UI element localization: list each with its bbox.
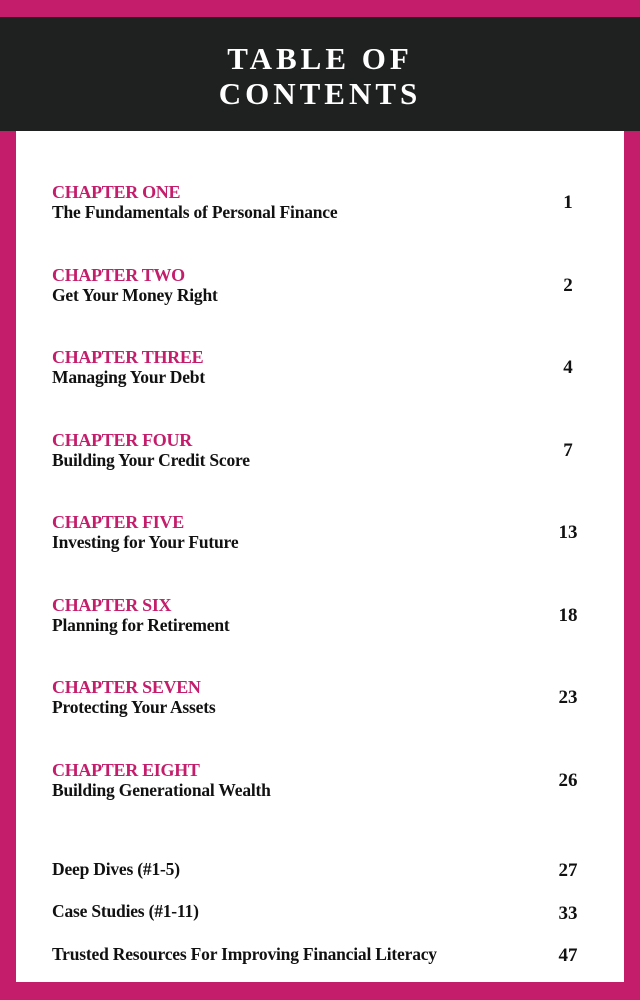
chapter-text — [52, 265, 218, 306]
toc-chapter-entry[interactable] — [52, 347, 588, 430]
toc-list — [52, 182, 588, 976]
toc-chapter-entry[interactable] — [52, 677, 588, 760]
page-number: 26 — [558, 769, 578, 791]
toc-chapter-entry[interactable] — [52, 265, 588, 348]
toc-extra-entry[interactable] — [52, 891, 588, 934]
chapter-label: CHAPTER TWO — [52, 264, 185, 285]
chapter-title[interactable]: Building Your Credit Score — [52, 449, 250, 470]
chapter-title[interactable]: Building Generational Wealth — [52, 779, 271, 800]
entry-title[interactable]: Trusted Resources For Improving Financial Literacy — [52, 943, 437, 964]
contents-panel — [16, 131, 624, 982]
chapter-title[interactable]: The Fundamentals of Personal Finance — [52, 202, 338, 222]
chapter-label: CHAPTER EIGHT — [52, 759, 200, 780]
header-banner — [0, 17, 640, 131]
chapter-text — [52, 512, 238, 553]
chapter-title[interactable]: Planning for Retirement — [52, 614, 230, 635]
page-number: 33 — [558, 902, 578, 924]
chapter-text — [52, 430, 250, 471]
page-number: 4 — [563, 357, 573, 378]
chapter-title[interactable]: Protecting Your Assets — [52, 697, 216, 717]
chapter-label: CHAPTER SEVEN — [52, 677, 201, 697]
page-title — [0, 17, 640, 111]
chapter-text — [52, 347, 205, 388]
chapter-title[interactable]: Investing for Your Future — [52, 532, 239, 552]
title-line-1: TABLE OF — [227, 41, 413, 76]
chapter-text — [52, 760, 271, 801]
page-number: 18 — [558, 604, 578, 626]
chapter-label: CHAPTER FIVE — [52, 512, 184, 532]
entry-title[interactable]: Deep Dives (#1-5) — [52, 858, 180, 879]
chapter-title[interactable]: Get Your Money Right — [52, 284, 218, 305]
chapter-label: CHAPTER SIX — [52, 594, 172, 615]
toc-extra-entry[interactable] — [52, 933, 588, 976]
chapter-text — [52, 182, 337, 223]
chapter-text — [52, 677, 215, 718]
toc-chapter-entry[interactable] — [52, 182, 588, 265]
page-number: 27 — [558, 860, 578, 882]
chapter-text — [52, 595, 230, 636]
toc-extra-entry[interactable] — [52, 848, 588, 891]
chapter-label: CHAPTER ONE — [52, 182, 181, 202]
toc-chapter-entry[interactable] — [52, 512, 588, 595]
toc-chapter-entry[interactable] — [52, 760, 588, 843]
page-number: 23 — [558, 687, 578, 708]
chapter-label: CHAPTER THREE — [52, 347, 204, 367]
toc-chapter-entry[interactable] — [52, 595, 588, 678]
chapter-label: CHAPTER FOUR — [52, 429, 192, 450]
title-line-2: CONTENTS — [218, 76, 422, 111]
page-number: 7 — [563, 439, 573, 461]
page-number: 1 — [563, 192, 573, 213]
entry-title[interactable]: Case Studies (#1-11) — [52, 901, 199, 922]
page-number: 13 — [558, 522, 578, 543]
page-number: 2 — [563, 274, 573, 296]
toc-chapter-entry[interactable] — [52, 430, 588, 513]
page-number: 47 — [558, 945, 578, 967]
chapter-title[interactable]: Managing Your Debt — [52, 367, 205, 387]
